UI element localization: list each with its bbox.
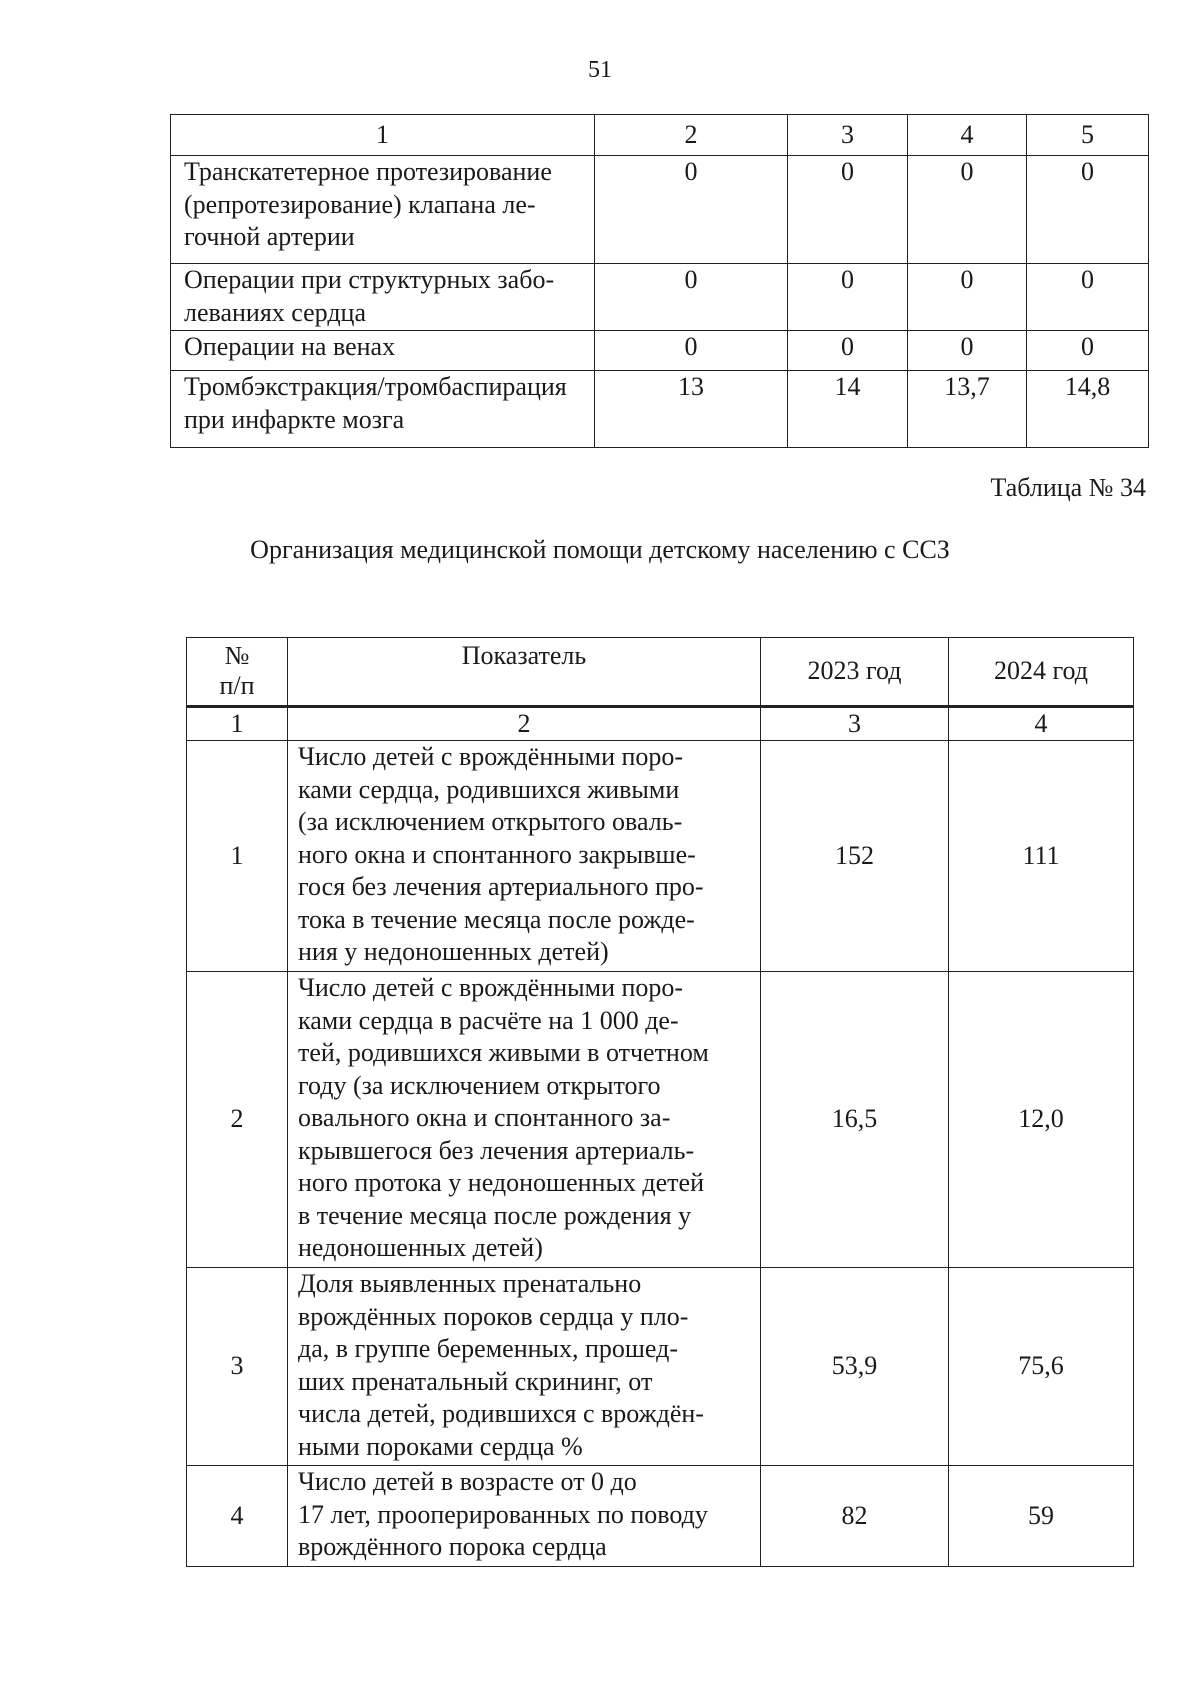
- header-number: [187, 638, 288, 707]
- page-number: 51: [588, 57, 612, 83]
- label-line: Транскатетерное протезирование: [184, 157, 552, 186]
- table-title: Организация медицинской помощи детскому населению с ССЗ: [250, 535, 950, 564]
- value-2024: 75,6: [949, 1268, 1134, 1466]
- header-number-line: №: [224, 641, 250, 670]
- value-2024: 111: [949, 741, 1134, 972]
- indicator-line: числа детей, родившихся с врождён-: [298, 1399, 704, 1428]
- cell-value: 0: [595, 264, 788, 331]
- cell-value: 0: [595, 156, 788, 264]
- indicator-line: гося без лечения артериального про-: [298, 872, 704, 901]
- indicator-line: овального окна и спонтанного за-: [298, 1103, 671, 1132]
- indicator-line: (за исключением открытого оваль-: [298, 807, 683, 836]
- row-number: 4: [187, 1466, 288, 1567]
- row-label: [171, 331, 595, 371]
- column-number: 4: [908, 115, 1027, 156]
- indicator-line: ными пороками сердца %: [298, 1431, 583, 1461]
- column-number: 1: [187, 707, 288, 741]
- cell-value: 0: [788, 156, 908, 264]
- table-row: [171, 371, 1149, 448]
- cell-value: 0: [908, 331, 1027, 371]
- indicator-line: Число детей в возрасте от 0 до: [298, 1467, 637, 1496]
- indicator-line: ками сердца, родившихся живыми: [298, 774, 680, 804]
- indicator-line: тока в течение месяца после рожде-: [298, 904, 695, 934]
- indicator-line: в течение месяца после рождения у: [298, 1200, 692, 1230]
- value-2024: 59: [949, 1466, 1134, 1567]
- label-line: леваниях сердца: [184, 297, 367, 327]
- row-label: [171, 156, 595, 264]
- column-number: 1: [171, 115, 595, 156]
- column-number-row: [187, 707, 1134, 741]
- indicator-line: Число детей с врождёнными поро-: [298, 973, 684, 1002]
- indicator-line: ного окна и спонтанного закрывше-: [298, 839, 696, 869]
- column-number: 2: [288, 707, 761, 741]
- table-row: [187, 1466, 1134, 1567]
- indicator-line: 17 лет, прооперированных по поводу: [298, 1499, 708, 1529]
- column-number: 2: [595, 115, 788, 156]
- table-row: [187, 741, 1134, 972]
- label-line: (репротезирование) клапана ле-: [184, 189, 536, 219]
- indicator-line: ками сердца в расчёте на 1 000 де-: [298, 1005, 679, 1035]
- value-2023: 152: [761, 741, 949, 972]
- pediatric-care-table: [186, 637, 1134, 1567]
- row-number: 3: [187, 1268, 288, 1466]
- row-number: 1: [187, 741, 288, 972]
- row-indicator: [288, 972, 761, 1268]
- table-row: [187, 972, 1134, 1268]
- label-line: Тромбэкстракция/тромбаспирация: [184, 372, 567, 401]
- indicator-line: Число детей с врождёнными поро-: [298, 742, 684, 771]
- indicator-line: да, в группе беременных, прошед-: [298, 1334, 679, 1363]
- value-2024: 12,0: [949, 972, 1134, 1268]
- continued-table: [170, 114, 1149, 448]
- indicator-line: тей, родившихся живыми в отчетном: [298, 1038, 709, 1067]
- indicator-line: ния у недоношенных детей): [298, 937, 609, 966]
- header-year-2024: 2024 год: [949, 638, 1134, 707]
- label-line: Операции при структурных забо-: [184, 265, 555, 294]
- column-number: 3: [761, 707, 949, 741]
- cell-value: 14: [788, 371, 908, 448]
- row-indicator: [288, 1268, 761, 1466]
- row-indicator: [288, 1466, 761, 1567]
- indicator-line: недоношенных детей): [298, 1233, 543, 1262]
- value-2023: 53,9: [761, 1268, 949, 1466]
- indicator-line: врождённых пороков сердца у пло-: [298, 1301, 689, 1331]
- cell-value: 0: [1027, 331, 1149, 371]
- cell-value: 0: [908, 156, 1027, 264]
- indicator-line: врождённого порока сердца: [298, 1532, 607, 1561]
- table-row: [171, 264, 1149, 331]
- header-indicator: Показатель: [288, 638, 761, 707]
- row-indicator: [288, 741, 761, 972]
- indicator-line: году (за исключением открытого: [298, 1070, 661, 1100]
- cell-value: 0: [595, 331, 788, 371]
- row-label: [171, 264, 595, 331]
- cell-value: 0: [788, 331, 908, 371]
- cell-value: 0: [788, 264, 908, 331]
- cell-value: 13,7: [908, 371, 1027, 448]
- cell-value: 0: [1027, 156, 1149, 264]
- column-number: 3: [788, 115, 908, 156]
- label-line: Операции на венах: [184, 332, 396, 361]
- column-number: 4: [949, 707, 1134, 741]
- indicator-line: ного протока у недоношенных детей: [298, 1168, 704, 1197]
- column-number: 5: [1027, 115, 1149, 156]
- cell-value: 13: [595, 371, 788, 448]
- header-number-line: п/п: [219, 671, 255, 700]
- table-row: [171, 156, 1149, 264]
- indicator-line: ших пренатальный скрининг, от: [298, 1366, 653, 1396]
- cell-value: 0: [1027, 264, 1149, 331]
- cell-value: 14,8: [1027, 371, 1149, 448]
- header-year-2023: 2023 год: [761, 638, 949, 707]
- value-2023: 16,5: [761, 972, 949, 1268]
- value-2023: 82: [761, 1466, 949, 1567]
- header-row: [187, 638, 1134, 707]
- row-label: [171, 371, 595, 448]
- table-caption: Таблица № 34: [990, 473, 1146, 502]
- column-number-row: [171, 115, 1149, 156]
- table-row: [187, 1268, 1134, 1466]
- indicator-line: Доля выявленных пренатально: [298, 1269, 642, 1298]
- indicator-line: крывшегося без лечения артериаль-: [298, 1135, 695, 1165]
- label-line: при инфаркте мозга: [184, 404, 405, 434]
- label-line: гочной артерии: [184, 222, 355, 251]
- cell-value: 0: [908, 264, 1027, 331]
- table-row: [171, 331, 1149, 371]
- row-number: 2: [187, 972, 288, 1268]
